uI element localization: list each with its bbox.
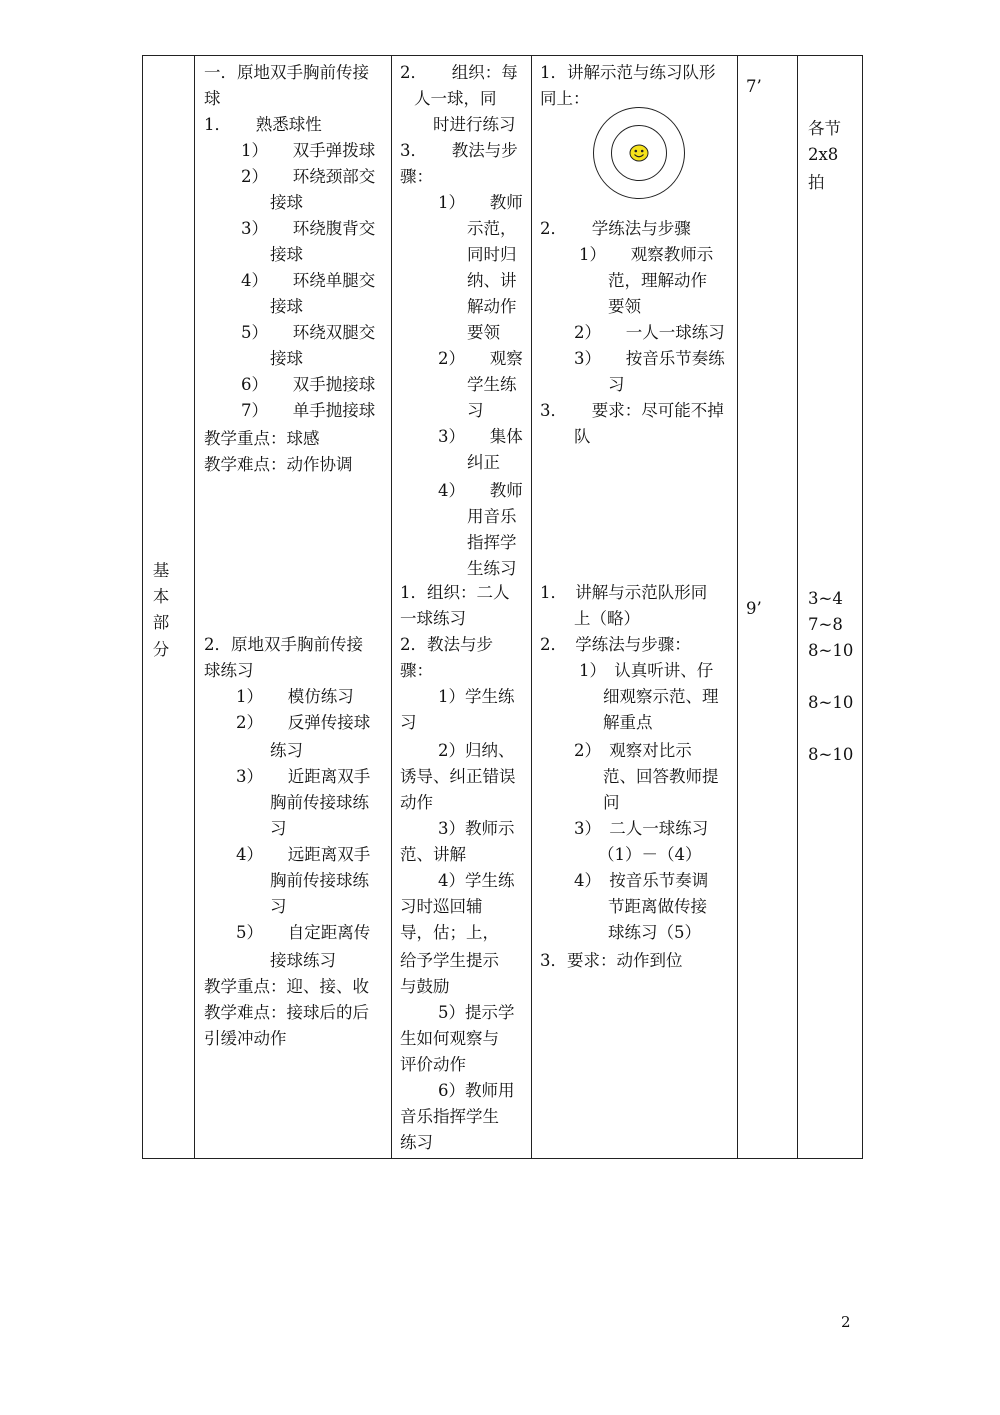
student-line: 1． 讲解与示范队形同: [540, 583, 708, 602]
org-line: 纠正: [467, 453, 500, 472]
org-line: 1．组织：二人: [400, 583, 510, 602]
load-line: 8~10: [808, 693, 854, 712]
student-line: 3） 二人一球练习: [574, 819, 709, 838]
org-line: 指挥学: [467, 533, 517, 552]
content-line: 4） 环绕单腿交: [241, 271, 376, 290]
org-line: 骤：: [400, 661, 433, 680]
smiley-face-icon: [629, 144, 649, 162]
org-line: 要领: [467, 323, 500, 342]
org-line: 3） 集体: [438, 427, 523, 446]
org-line: 同时归: [467, 245, 517, 264]
org-line: 2）归纳、: [438, 741, 515, 760]
org-line: 一球练习: [400, 609, 466, 628]
content-line: 2） 环绕颈部交: [241, 167, 376, 186]
time-value: 9’: [746, 599, 762, 618]
student-line: 2． 学练法与步骤：: [540, 635, 691, 654]
org-line: 导，估；上，: [400, 923, 499, 942]
content-line: 3） 近距离双手: [236, 767, 371, 786]
org-line: 1） 教师: [438, 193, 523, 212]
content-line: 接球: [270, 297, 303, 316]
load-line: 拍: [808, 173, 825, 192]
load-line: 8~10: [808, 641, 854, 660]
org-line: 2． 组织：每: [400, 63, 518, 82]
content-line: 接球: [270, 349, 303, 368]
org-line: 评价动作: [400, 1055, 466, 1074]
page-number: 2: [841, 1313, 851, 1331]
org-line: 骤：: [400, 167, 433, 186]
student-line: 3．要求：动作到位: [540, 951, 683, 970]
column-divider: [194, 55, 195, 1159]
org-line: 示范，: [467, 219, 517, 238]
org-line: 时进行练习: [433, 115, 516, 134]
teaching-difficulty: 教学难点：接球后的后: [204, 1003, 369, 1022]
content-line: 5） 环绕双腿交: [241, 323, 376, 342]
org-line: 2．教法与步: [400, 635, 493, 654]
org-line: 4） 教师: [438, 481, 523, 500]
student-line: 2． 学练法与步骤: [540, 219, 691, 238]
org-line: 人一球，同: [414, 89, 497, 108]
column-divider: [737, 55, 738, 1159]
section-label: 基 本 部 分: [152, 561, 170, 659]
load-line: 3~4: [808, 589, 843, 608]
content-line: 5） 自定距离传: [236, 923, 371, 942]
student-line: 范，理解动作: [608, 271, 707, 290]
student-line: 1） 认真听讲、仔: [579, 661, 714, 680]
time-value: 7’: [746, 77, 762, 96]
org-line: 习: [400, 713, 417, 732]
org-line: 5）提示学: [438, 1003, 515, 1022]
content-line: 习: [270, 819, 287, 838]
content-line: 1） 双手弹拨球: [241, 141, 376, 160]
content-line: 习: [270, 897, 287, 916]
student-line: （1）－（4）: [598, 845, 702, 864]
org-line: 习: [467, 401, 484, 420]
teaching-focus: 教学重点：球感: [204, 429, 320, 448]
org-line: 习时巡回辅: [400, 897, 483, 916]
org-line: 纳、讲: [467, 271, 517, 290]
org-line: 音乐指挥学生: [400, 1107, 499, 1126]
student-line: 3． 要求：尽可能不掉: [540, 401, 724, 420]
content-line: 引缓冲动作: [204, 1029, 287, 1048]
content-line: 胸前传接球练: [270, 793, 369, 812]
column-divider: [391, 55, 392, 1159]
content-line: 接球: [270, 193, 303, 212]
org-line: 动作: [400, 793, 433, 812]
student-line: 习: [608, 375, 625, 394]
content-line: 接球: [270, 245, 303, 264]
content-line: 一．原地双手胸前传接: [204, 63, 369, 82]
load-line: 7~8: [808, 615, 843, 634]
load-line: 8~10: [808, 745, 854, 764]
student-line: 2） 观察对比示: [574, 741, 692, 760]
org-line: 范、讲解: [400, 845, 466, 864]
content-line: 4） 远距离双手: [236, 845, 371, 864]
org-line: 给予学生提示: [400, 951, 499, 970]
teaching-difficulty: 教学难点：动作协调: [204, 455, 353, 474]
column-divider: [797, 55, 798, 1159]
content-line: 6） 双手抛接球: [241, 375, 376, 394]
content-line: 1） 模仿练习: [236, 687, 354, 706]
org-line: 6）教师用: [438, 1081, 515, 1100]
org-line: 4）学生练: [438, 871, 515, 890]
student-line: 1．讲解示范与练习队形: [540, 63, 716, 82]
load-line: 各节: [808, 119, 841, 138]
teaching-focus: 教学重点：迎、接、收: [204, 977, 369, 996]
student-line: 4） 按音乐节奏调: [574, 871, 709, 890]
student-line: 要领: [608, 297, 641, 316]
org-line: 与鼓励: [400, 977, 450, 996]
content-line: 2．原地双手胸前传接: [204, 635, 363, 654]
student-line: 上（略）: [574, 609, 640, 628]
org-line: 2） 观察: [438, 349, 523, 368]
student-line: 队: [574, 427, 591, 446]
org-line: 3）教师示: [438, 819, 515, 838]
org-line: 用音乐: [467, 507, 517, 526]
org-line: 生如何观察与: [400, 1029, 499, 1048]
student-line: 2） 一人一球练习: [574, 323, 725, 342]
org-line: 诱导、纠正错误: [400, 767, 516, 786]
student-line: 1） 观察教师示: [579, 245, 714, 264]
content-line: 练习: [270, 741, 303, 760]
student-line: 同上：: [540, 89, 590, 108]
content-line: 球: [204, 89, 221, 108]
content-line: 球练习: [204, 661, 254, 680]
student-line: 问: [603, 793, 620, 812]
org-line: 生练习: [467, 559, 517, 578]
org-line: 1）学生练: [438, 687, 515, 706]
student-line: 3） 按音乐节奏练: [574, 349, 725, 368]
student-line: 范、回答教师提: [603, 767, 719, 786]
content-line: 2） 反弹传接球: [236, 713, 371, 732]
content-line: 1． 熟悉球性: [204, 115, 322, 134]
student-line: 球练习（5）: [608, 923, 701, 942]
load-line: 2x8: [808, 145, 839, 164]
content-line: 接球练习: [270, 951, 336, 970]
content-line: 3） 环绕腹背交: [241, 219, 376, 238]
student-line: 节距离做传接: [608, 897, 707, 916]
org-line: 3． 教法与步: [400, 141, 518, 160]
column-divider: [531, 55, 532, 1159]
org-line: 练习: [400, 1133, 433, 1152]
content-line: 7） 单手抛接球: [241, 401, 376, 420]
content-line: 胸前传接球练: [270, 871, 369, 890]
org-line: 学生练: [467, 375, 517, 394]
org-line: 解动作: [467, 297, 517, 316]
student-line: 细观察示范、理: [603, 687, 719, 706]
student-line: 解重点: [603, 713, 653, 732]
